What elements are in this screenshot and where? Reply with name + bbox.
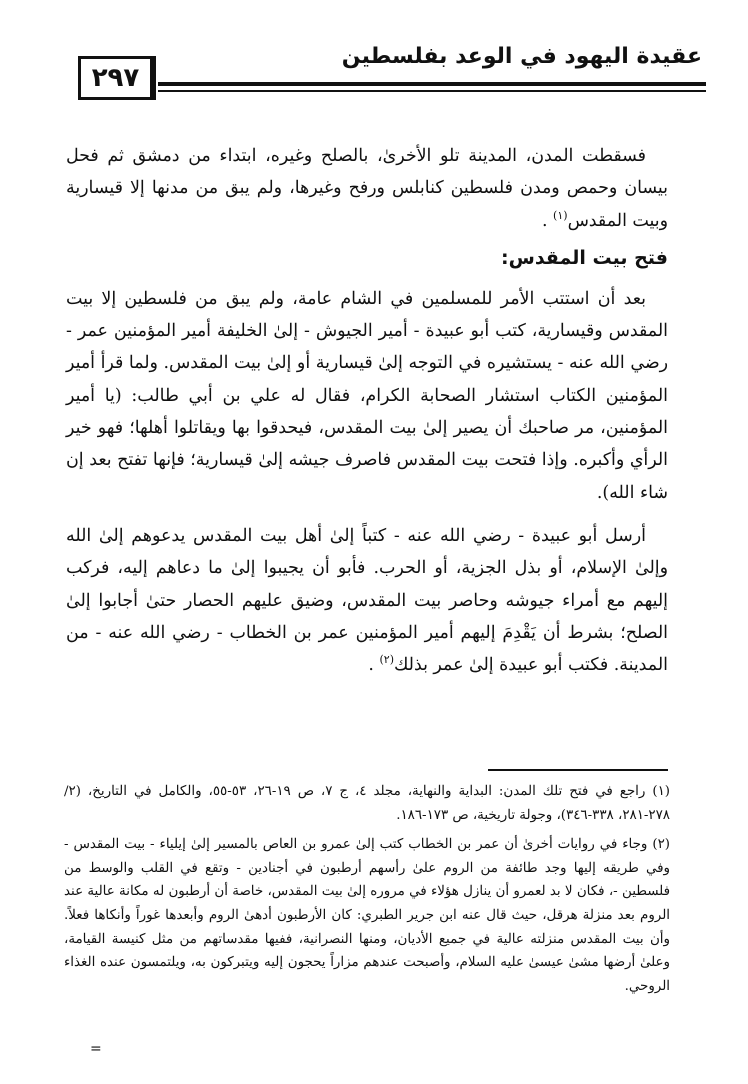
main-text xyxy=(66,140,668,681)
running-title: عقيدة اليهود في الوعد بفلسطين xyxy=(341,44,702,69)
footnote-ref-1[interactable]: (١) xyxy=(553,208,568,222)
page-number: ٢٩٧ xyxy=(78,56,156,100)
footnotes xyxy=(64,780,670,998)
page-header xyxy=(78,44,706,100)
continuation-mark: = xyxy=(90,1041,102,1057)
footnote-ref-2[interactable]: (٢) xyxy=(379,653,394,667)
paragraph-2: بعد أن استتب الأمر للمسلمين في الشام عامة، ولم يبق من فلسطين إلا بيت المقدس وقيسارية، كتب أبو عبيدة - أمير الجيوش - إلىٰ الخليفة أمير المؤمنين عمر - رضي الله عنه - يستشيره في التوجه إلىٰ قيسارية أو إلىٰ بيت المقدس. ولما قرأ أمير المؤمنين الكتاب استشار الصحابة الكرام، فقال له علي بن أبي طالب: (يا أمير المؤمنين، مر صاحبك أن يصير إلىٰ بيت المقدس، فيحدقوا بها ويقاتلوا أهلها؛ فهو خير الرأي وأكبره. وإذا فتحت بيت المقدس فاصرف جيشه إلىٰ قيسارية؛ فإنها تفتح بعد إن شاء الله). xyxy=(66,288,668,503)
header-rule-thick xyxy=(158,82,706,86)
paragraph-1: فسقطت المدن، المدينة تلو الأخرىٰ، بالصلح وغيره، ابتداء من دمشق ثم فحل بيسان وحمص ومدن فلسطين كنابلس ورفح وغيرها، ولم يبق من مدنها إلا قيسارية وبيت المقدس$^{(١)}$ . xyxy=(66,146,668,231)
paragraph-3: أرسل أبو عبيدة - رضي الله عنه - كتباً إلىٰ أهل بيت المقدس يدعوهم إلىٰ الله وإلىٰ الإسلام، أو بذل الجزية، أو الحرب. فأبو أن يجيبوا إلىٰ ما دعاهم إليه، فركب إليهم مع أمراء جيوشه وحاصر بيت المقدس، وضيق عليهم الحصار حتىٰ أجابوا إلىٰ الصلح؛ بشرط أن يَقْدِمَ إليهم أمير المؤمنين عمر بن الخطاب - رضي الله عنه - من المدينة. فكتب أبو عبيدة إلىٰ عمر بذلك$^{(٢)}$ . xyxy=(66,525,668,676)
footnote-2: (٢) وجاء في روايات أخرىٰ أن عمر بن الخطاب كتب إلىٰ عمرو بن العاص بالمسير إلىٰ إيلياء - بيت المقدس - وفي طريقه إليها وجد طائفة من الروم علىٰ رأسهم أرطبون في أجنادين - وتقع في القلب والوسط من فلسطين -، فكان لا بد لعمرو أن ينازل هؤلاء في مروره إلىٰ بيت المقدس، خاصة أن أرطبون له مكانة عالية عند الروم بعد منزلة هرقل، حيث قال عنه ابن جرير الطبري: كان الأرطبون أدهىٰ الروم وأبعدها غوراً وأنكاها فعلاً. وأن بيت المقدس منزلته عالية في جميع الأديان، ومنها النصرانية، ففيها مقدساتهم من مثل كنيسة القيامة، وعلىٰ أرضها مشىٰ عيسىٰ عليه السلام، وأصبحت عندهم مزاراً يحجون إليه ويتبركون به، ويلتمسون عنده الغذاء الروحي. xyxy=(64,837,670,994)
footnote-separator xyxy=(488,769,668,771)
section-heading: فتح بيت المقدس: xyxy=(501,246,668,269)
footnote-1: (١) راجع في فتح تلك المدن: البداية والنهاية، مجلد ٤، ج ٧، ص ١٩-٢٦، ٥٣-٥٥، والكامل في التاريخ، (٢/ ٢٧٨-٢٨١، ٣٣٨-٣٤٦)، وجولة تاريخية، ص ١٧٣-١٨٦. xyxy=(64,784,670,823)
header-rule-thin xyxy=(158,90,706,92)
